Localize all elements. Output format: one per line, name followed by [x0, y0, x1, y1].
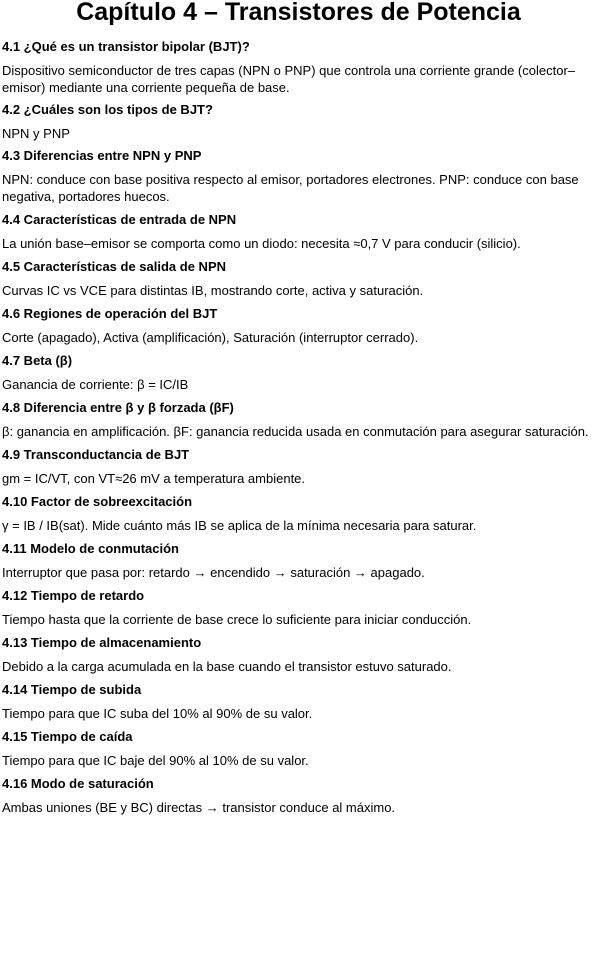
section-body: γ = IB / IB(sat). Mide cuánto más IB se aplica de la mínima necesaria para saturar. [2, 518, 477, 533]
section-4-12 [2, 588, 596, 628]
section-body: Curvas IC vs VCE para distintas IB, mostrando corte, activa y saturación. [2, 283, 424, 298]
section-4-2 [2, 102, 596, 142]
section-heading: 4.7 Beta (β) [2, 353, 73, 368]
section-4-5 [2, 259, 596, 299]
chapter-title: Capítulo 4 – Transistores de Potencia [76, 0, 521, 26]
section-4-16 [2, 776, 596, 816]
section-body: Ambas uniones (BE y BC) directas → transistor conduce al máximo. [2, 800, 396, 815]
section-heading: 4.3 Diferencias entre NPN y PNP [2, 148, 202, 163]
section-heading: 4.2 ¿Cuáles son los tipos de BJT? [2, 102, 213, 117]
section-body: Tiempo hasta que la corriente de base crece lo suficiente para iniciar conducción. [2, 612, 472, 627]
section-4-4 [2, 212, 596, 252]
section-4-7 [2, 353, 596, 393]
section-body: NPN: conduce con base positiva respecto al emisor, portadores electrones. PNP: conduce con base negativa, portadores huecos. [2, 172, 579, 204]
section-heading: 4.1 ¿Qué es un transistor bipolar (BJT)? [2, 39, 250, 54]
section-heading: 4.8 Diferencia entre β y β forzada (βF) [2, 400, 234, 415]
section-body: gm = IC/VT, con VT≈26 mV a temperatura ambiente. [2, 471, 306, 486]
section-body: Ganancia de corriente: β = IC/IB [2, 377, 189, 392]
section-body: Debido a la carga acumulada en la base cuando el transistor estuvo saturado. [2, 659, 452, 674]
section-4-6 [2, 306, 596, 346]
section-body: β: ganancia en amplificación. βF: ganancia reducida usada en conmutación para asegurar saturación. [2, 424, 589, 439]
section-heading: 4.5 Características de salida de NPN [2, 259, 227, 274]
section-body: La unión base–emisor se comporta como un diodo: necesita ≈0,7 V para conducir (silicio). [2, 236, 521, 251]
section-4-15 [2, 729, 596, 769]
document-content [2, 39, 596, 816]
section-heading: 4.9 Transconductancia de BJT [2, 447, 190, 462]
section-4-14 [2, 682, 596, 722]
section-heading: 4.11 Modelo de conmutación [2, 541, 179, 556]
section-body: NPN y PNP [2, 126, 70, 141]
section-heading: 4.4 Características de entrada de NPN [2, 212, 237, 227]
section-4-10 [2, 494, 596, 534]
section-4-8 [2, 400, 596, 440]
section-4-1 [2, 39, 596, 96]
section-body: Interruptor que pasa por: retardo → encendido → saturación → apagado. [2, 565, 425, 580]
section-body: Tiempo para que IC suba del 10% al 90% de su valor. [2, 706, 313, 721]
section-4-13 [2, 635, 596, 675]
section-heading: 4.10 Factor de sobreexcitación [2, 494, 193, 509]
section-4-11 [2, 541, 596, 581]
section-heading: 4.13 Tiempo de almacenamiento [2, 635, 202, 650]
section-heading: 4.14 Tiempo de subida [2, 682, 142, 697]
section-body: Corte (apagado), Activa (amplificación), Saturación (interruptor cerrado). [2, 330, 419, 345]
section-heading: 4.12 Tiempo de retardo [2, 588, 145, 603]
section-body: Tiempo para que IC baje del 90% al 10% de su valor. [2, 753, 309, 768]
section-heading: 4.6 Regiones de operación del BJT [2, 306, 218, 321]
section-4-9 [2, 447, 596, 487]
section-4-3 [2, 148, 596, 205]
section-heading: 4.16 Modo de saturación [2, 776, 154, 791]
section-body: Dispositivo semiconductor de tres capas (NPN o PNP) que controla una corriente grande (colector–emisor) mediante una corriente pequeña de base. [2, 63, 575, 95]
section-heading: 4.15 Tiempo de caída [2, 729, 133, 744]
